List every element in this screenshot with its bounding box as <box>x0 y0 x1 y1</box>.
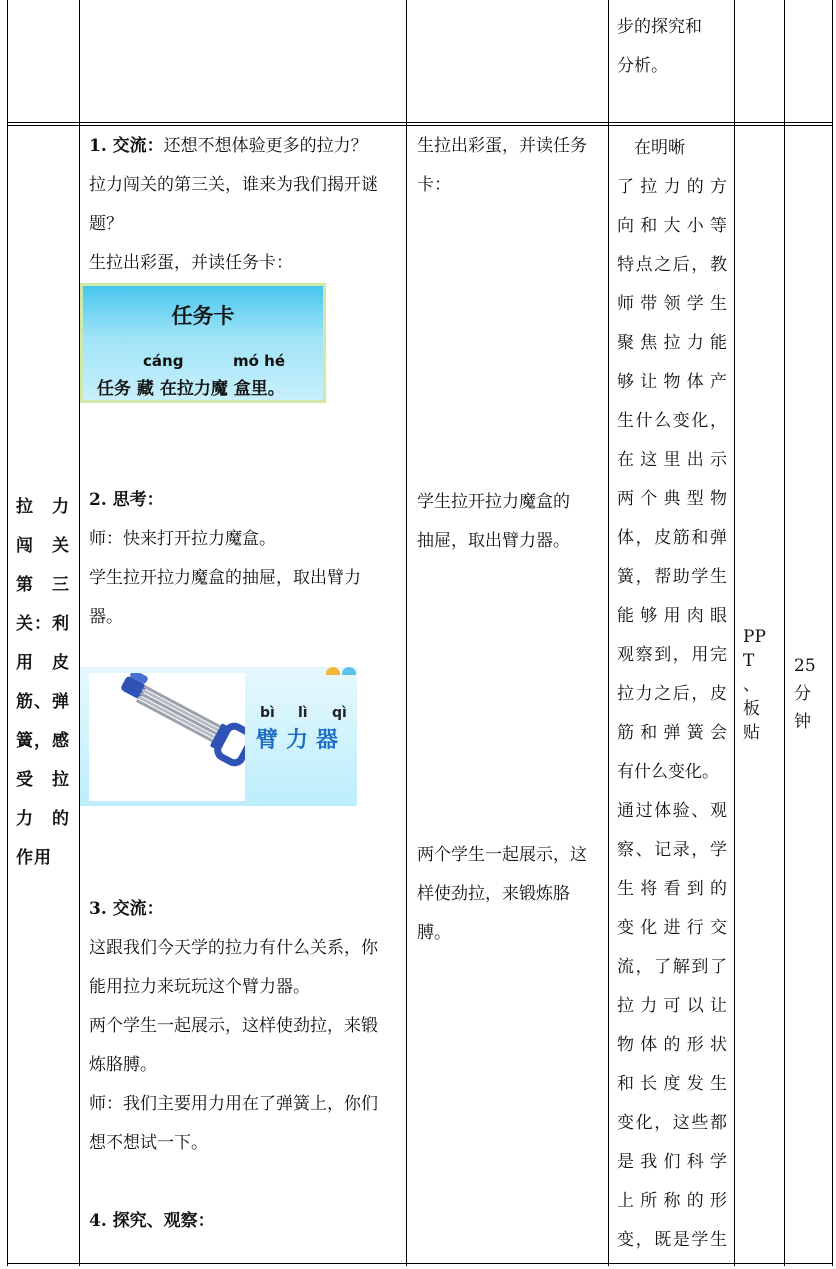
task-card-image <box>80 283 326 403</box>
task-card-pinyin-1: cáng <box>143 352 184 370</box>
intent-line: 变，既是学生 <box>617 1230 727 1250</box>
intent-line: 在这里出示 <box>617 450 727 470</box>
decor-shape <box>342 667 356 675</box>
stage-line: 拉 力 <box>16 497 70 517</box>
time-cell <box>794 652 828 736</box>
teacher-s3 <box>89 890 401 1241</box>
teacher-line: 师：我们主要用力用在了弹簧上，你们 <box>89 1094 378 1114</box>
time-line: 25 <box>794 656 816 676</box>
table-border-bottom <box>7 1263 833 1264</box>
stage-line: 力 的 <box>16 809 70 829</box>
table-border-right <box>832 0 833 1266</box>
s1-heading-line <box>89 127 401 166</box>
student-line: 抽屉，取出臂力器。 <box>417 531 570 551</box>
intent-line: 是我们科学 <box>617 1152 727 1172</box>
s1-heading: 1. 交流： <box>89 136 164 156</box>
task-card-title: 任务卡 <box>171 304 235 328</box>
teacher-line: 这跟我们今天学的拉力有什么关系，你 <box>89 938 378 958</box>
teacher-line: 师：快来打开拉力魔盒。 <box>89 529 276 549</box>
teacher-s1 <box>89 127 401 283</box>
intent-line: 了拉力的方 <box>617 177 727 197</box>
intent-line: 变化进行交 <box>617 918 727 938</box>
row-divider-double <box>7 125 833 126</box>
media-line: 、 <box>743 675 760 695</box>
column-divider-intent <box>734 0 735 1266</box>
stage-line: 受 拉 <box>16 770 70 790</box>
intent-line: 拉力可以让 <box>617 996 727 1016</box>
stage-line: 第 三 <box>16 575 70 595</box>
intent-line: 师带领学生 <box>617 294 727 314</box>
intent-line: 两个典型物 <box>617 489 727 509</box>
intent-line: 通过体验、观 <box>617 801 727 821</box>
intent-line: 上所称的形 <box>617 1191 727 1211</box>
table-border-left <box>7 0 8 1266</box>
intent-line: 特点之后，教 <box>617 255 727 275</box>
intent-line: 观察到，用完 <box>617 645 727 665</box>
teacher-line: 炼胳膊。 <box>89 1055 157 1075</box>
decor-shape <box>326 667 340 675</box>
teacher-s2 <box>89 481 401 637</box>
design-intent-cell <box>617 129 727 1260</box>
media-line: PP <box>743 627 766 647</box>
time-line: 分 <box>794 684 811 704</box>
s2-heading: 2. 思考： <box>89 490 164 510</box>
stage-line: 筋、弹 <box>16 692 70 712</box>
intent-line: 察、记录，学 <box>617 840 727 860</box>
student-line: 两个学生一起展示，这 <box>417 845 587 865</box>
teacher-line: 学生拉开拉力魔盒的抽屉，取出臂力 <box>89 568 361 588</box>
student-line: 样使劲拉，来锻炼胳 <box>417 884 570 904</box>
stage-cell <box>16 488 74 878</box>
intent-line: 步的探究和 <box>617 17 702 37</box>
expander-word: 臂力器 <box>256 728 347 753</box>
student-line: 卡： <box>417 175 451 195</box>
s3-heading: 3. 交流： <box>89 899 164 919</box>
s1-intro: 还想不想体验更多的拉力？ <box>163 136 368 156</box>
arm-expander-icon <box>89 673 245 801</box>
intent-line: 向和大小等 <box>617 216 727 236</box>
student-line: 膊。 <box>417 923 451 943</box>
expander-photo <box>89 673 245 801</box>
student-line: 学生拉开拉力魔盒的 <box>417 492 570 512</box>
expander-pinyin: bì <box>260 705 275 721</box>
intent-line: 够让物体产 <box>617 372 727 392</box>
task-card-pinyin-2: mó hé <box>233 352 286 370</box>
intent-line: 流，了解到了 <box>617 957 727 977</box>
media-line: 板 <box>743 699 760 719</box>
task-card-text: 任务 藏 在拉力魔 盒里。 <box>97 379 285 399</box>
media-line: 贴 <box>743 723 760 743</box>
column-divider-student <box>608 0 609 1266</box>
intent-line: 能够用肉眼 <box>617 606 727 626</box>
media-line: T <box>743 651 755 671</box>
teacher-line: 能用拉力来玩玩这个臂力器。 <box>89 977 310 997</box>
intent-line: 和长度发生 <box>617 1074 727 1094</box>
stage-line: 作用 <box>16 848 52 868</box>
teacher-line: 器。 <box>89 607 123 627</box>
expander-pinyin: lì <box>298 705 308 721</box>
column-divider-stage <box>79 0 80 1266</box>
intent-line: 生什么变化， <box>617 411 727 431</box>
intent-line: 聚焦拉力能 <box>617 333 727 353</box>
intent-line: 体，皮筋和弹 <box>617 528 727 548</box>
intent-line: 生将看到的 <box>617 879 727 899</box>
teacher-line: 两个学生一起展示，这样使劲拉，来锻 <box>89 1016 378 1036</box>
teacher-line: 题？ <box>89 214 123 234</box>
student-s1 <box>417 127 603 205</box>
student-s2 <box>417 483 603 561</box>
expander-image <box>80 667 357 806</box>
time-line: 钟 <box>794 712 811 732</box>
intent-line: 簧，帮助学生 <box>617 567 727 587</box>
intent-line: 在明晰 <box>617 138 685 158</box>
teacher-line: 生拉出彩蛋，并读任务卡： <box>89 253 293 273</box>
stage-line: 簧，感 <box>16 731 70 751</box>
stage-line: 关：利 <box>16 614 70 634</box>
intent-line: 拉力之后，皮 <box>617 684 727 704</box>
expander-pinyin: qì <box>332 705 347 721</box>
s4-heading: 4. 探究、观察： <box>89 1211 215 1231</box>
intent-line: 有什么变化。 <box>617 762 719 782</box>
teacher-line: 拉力闯关的第三关，谁来为我们揭开谜 <box>89 175 378 195</box>
intent-line: 分析。 <box>617 56 668 76</box>
teacher-line: 想不想试一下。 <box>89 1133 208 1153</box>
row-divider <box>7 122 833 123</box>
stage-line: 闯 关 <box>16 536 70 556</box>
intent-line: 筋和弹簧会 <box>617 723 727 743</box>
student-line: 生拉出彩蛋，并读任务 <box>417 136 587 156</box>
column-divider-media <box>784 0 785 1266</box>
column-divider-teacher <box>406 0 407 1266</box>
stage-line: 用 皮 <box>16 653 70 673</box>
intent-line: 物体的形状 <box>617 1035 727 1055</box>
media-cell <box>743 625 781 745</box>
intent-line: 变化，这些都 <box>617 1113 727 1133</box>
top-row-intent-cell <box>617 8 727 86</box>
student-s3 <box>417 836 603 953</box>
